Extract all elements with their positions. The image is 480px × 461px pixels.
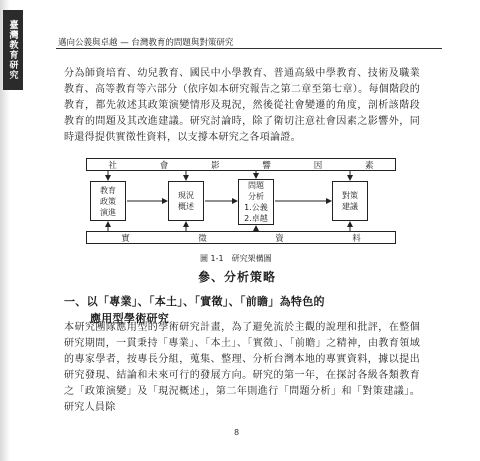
- top-bar-char: 因: [313, 160, 323, 171]
- bottom-bar-char: 資: [275, 233, 284, 244]
- box-line: 對策: [342, 191, 358, 200]
- box-line: 問題: [248, 181, 264, 190]
- top-bar-char: 社: [108, 160, 117, 171]
- top-bar-char: 素: [365, 160, 374, 171]
- box-line: 建議: [342, 202, 358, 211]
- chapter-side-tab: [3, 10, 23, 90]
- box-line: 演進: [100, 207, 116, 217]
- top-bar-char: 響: [262, 160, 271, 171]
- page-number: 8: [234, 428, 240, 437]
- box-line: 教育: [100, 185, 116, 195]
- box-policy-evolution: [90, 181, 126, 221]
- social-factors-bar: [86, 158, 396, 171]
- subsection-heading-line2: 應用型學術研究: [90, 312, 170, 325]
- paragraph-intro: 分為師資培育、幼兒教育、國民中小學教育、普通高級中學教育、技術及職業教育、高等教育等六部分（依序如本研究報告之第二章至第七章）。每個階段的教育，都先敘述其政策演變情形及現況，然後從社會變遷的角度，剖析該階段教育的問題及其改進建議。研究討論時，除了衛切注意社會因素之影響外，同時還得提供實徵性資料，以支撐本研究之各項論證。: [64, 68, 420, 143]
- research-framework-diagram: [86, 158, 396, 246]
- running-header: 邁向公義與卓越 — 台灣教育的問題與對策研究: [58, 38, 234, 48]
- box-line: 分析: [248, 192, 264, 201]
- paragraph-method: 本研究團隊應用型的學術研究計畫，為了避免流於主觀的說理和批評，在整個研究期間，一貫秉持「專業」、「本土」、「實徵」、「前瞻」之精神，由教育領域的專家學者，按專長分組，蒐集、整理、分析台灣本地的專實資料，據以提出研究發現、結論和未來可行的發展方向。研究的第一年，在探討各級各類教育之「政策演變」及「現況概述」，第二年則進行「問題分析」和「對策建議」。研究人員除: [64, 322, 420, 413]
- box-recommendations: [332, 181, 368, 221]
- section-heading: 參、分析策略: [198, 270, 277, 284]
- box-current-status: [168, 181, 204, 221]
- box-problem-analysis: [238, 179, 274, 225]
- top-bar-char: 會: [159, 160, 169, 171]
- box-line: 1.公義: [244, 203, 268, 212]
- subsection-heading-line1: 一、以「專業」、「本土」、「實徵」、「前瞻」為特色的: [64, 295, 325, 308]
- header-rule: [56, 48, 442, 49]
- box-line: 政策: [100, 196, 116, 206]
- top-bar-char: 影: [211, 160, 220, 171]
- bottom-bar-char: 實: [121, 233, 130, 244]
- bottom-bar-char: 料: [352, 233, 361, 244]
- figure-caption: 圖 1-1 研究架構圖: [200, 254, 272, 263]
- side-tab-label: 臺灣教育研究: [7, 20, 18, 80]
- empirical-data-bar: [86, 231, 396, 244]
- box-line: 2.卓越: [244, 214, 268, 223]
- bottom-bar-char: 徵: [198, 233, 207, 244]
- box-line: 概述: [178, 202, 194, 211]
- box-line: 現況: [178, 191, 194, 200]
